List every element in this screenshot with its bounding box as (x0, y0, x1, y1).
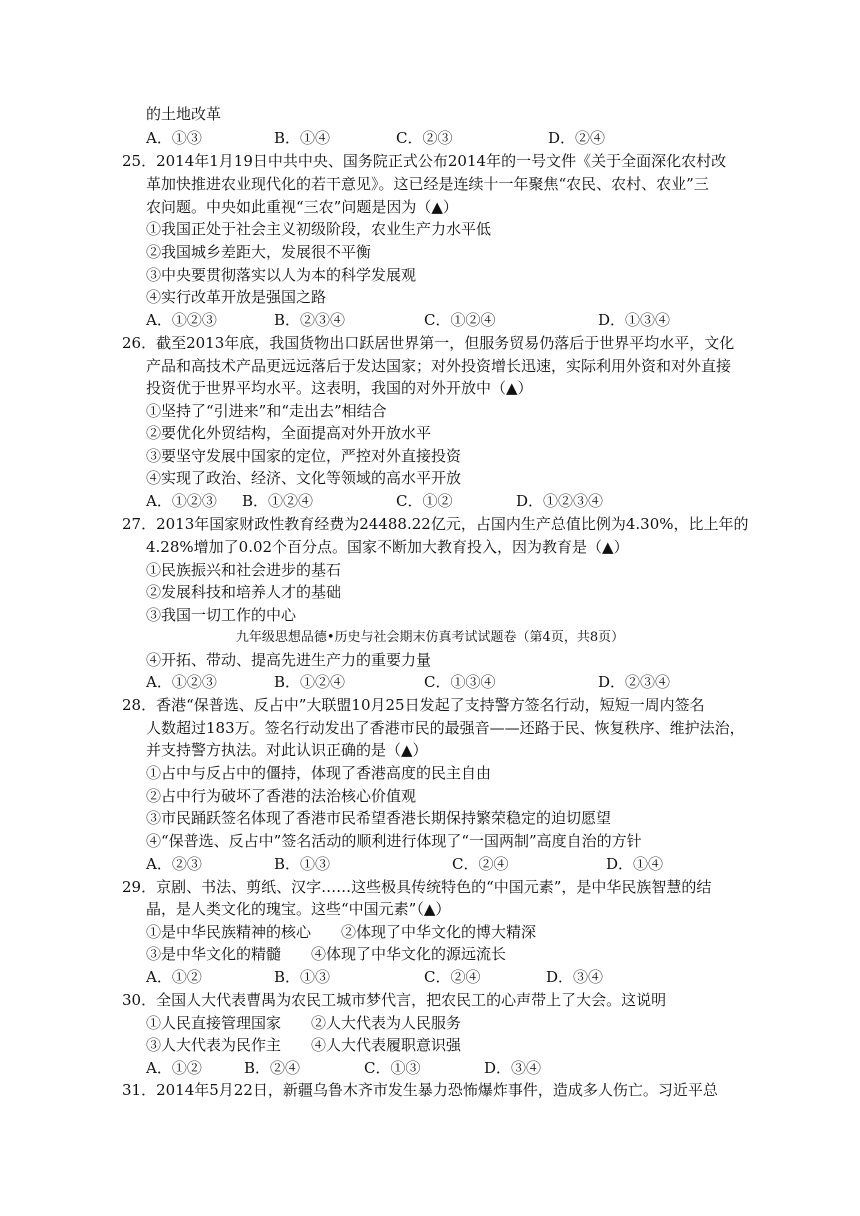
option-a: A．①② (146, 1059, 202, 1077)
statement: ②要优化外贸结构，全面提高对外开放水平 (146, 424, 432, 442)
question-25: 25．2014年1月19日中共中央、国务院正式公布2014年的一号文件《关于全面深化农村改 (122, 152, 727, 170)
answer-options (146, 491, 766, 511)
option-d: D．③④ (546, 968, 604, 986)
statement: ④实现了政治、经济、文化等领域的高水平开放 (146, 469, 462, 487)
text-line: 人数超过183万。签名行动发出了香港市民的最强音——还路于民、恢复秩序、维护法治， (146, 719, 745, 737)
text-line: 革加快推进农业现代化的若干意见》。这已经是连续十一年聚焦“农民、农村、农业”三 (146, 175, 709, 193)
option-c: C．②③ (396, 129, 453, 147)
page-footer: 九年级思想品德•历史与社会期末仿真考试试题卷（第4页，共8页） (235, 630, 625, 645)
answer-options (146, 310, 766, 330)
option-b: B．①④ (274, 129, 331, 147)
statement: ④“保普选、反占中”签名活动的顺利进行体现了“一国两制”高度自治的方针 (146, 832, 642, 850)
option-b: B．①②④ (274, 673, 346, 691)
text-line: 农问题。中央如此重视“三农”问题是因为（▲） (146, 198, 458, 216)
statement: ②占中行为破坏了香港的法治核心价值观 (146, 787, 417, 805)
option-c: C．①② (396, 492, 453, 510)
statement: ①人民直接管理国家 ②人大代表为人民服务 (146, 1014, 462, 1032)
option-d: D．①②③④ (516, 492, 604, 510)
text-line: 并支持警方执法。对此认识正确的是（▲） (146, 741, 428, 759)
statement: ①是中华民族精神的核心 ②体现了中华文化的博大精深 (146, 923, 537, 941)
statement: ③我国一切工作的中心 (146, 606, 297, 624)
text-line: 的土地改革 (146, 105, 222, 123)
option-a: A．①②③ (146, 673, 217, 691)
option-c: C．②④ (424, 968, 481, 986)
option-c: C．①③④ (424, 673, 496, 691)
option-b: B．②③④ (274, 311, 346, 329)
text-line: 晶，是人类文化的瑰宝。这些“中国元素”（▲） (146, 900, 451, 918)
statement: ③人大代表为民作主 ④人大代表履职意识强 (146, 1036, 462, 1054)
statement: ①坚持了“引进来”和“走出去”相结合 (146, 402, 387, 420)
statement: ②我国城乡差距大，发展很不平衡 (146, 243, 372, 261)
text-line: 4.28%增加了0.02个百分点。国家不断加大教育投入，因为教育是（▲） (146, 538, 629, 556)
option-c: C．①③ (364, 1059, 421, 1077)
text-line: 产品和高技术产品更远远落后于发达国家；对外投资增长迅速，实际利用外资和对外直接 (146, 357, 732, 375)
statement: ③中央要贯彻落实以人为本的科学发展观 (146, 266, 417, 284)
option-d: D．③④ (484, 1059, 542, 1077)
question-28: 28．香港“保普选、反占中”大联盟10月25日发起了支持警方签名行动，短短一周内签名 (122, 696, 705, 714)
statement: ①占中与反占中的僵持，体现了香港高度的民主自由 (146, 764, 492, 782)
question-29: 29．京剧、书法、剪纸、汉字……这些极具传统特色的“中国元素”，是中华民族智慧的结 (122, 878, 712, 896)
option-b: B．②④ (244, 1059, 301, 1077)
statement: ③是中华文化的精髓 ④体现了中华文化的源远流长 (146, 945, 507, 963)
answer-options (146, 967, 766, 987)
question-27: 27．2013年国家财政性教育经费为24488.22亿元，占国内生产总值比例为4.30%，比上年的 (122, 515, 749, 533)
question-31: 31．2014年5月22日，新疆乌鲁木齐市发生暴力恐怖爆炸事件，造成多人伤亡。习近平总 (122, 1081, 718, 1099)
option-c: C．①②④ (424, 311, 496, 329)
statement: ④实行改革开放是强国之路 (146, 288, 327, 306)
statement: ②发展科技和培养人才的基础 (146, 583, 342, 601)
option-b: B．①③ (274, 968, 331, 986)
answer-options (146, 128, 766, 148)
option-b: B．①③ (274, 855, 331, 873)
text-line: 投资优于世界平均水平。这表明，我国的对外开放中（▲） (146, 379, 533, 397)
statement: ③要坚守发展中国家的定位，严控对外直接投资 (146, 447, 462, 465)
question-26: 26．截至2013年底，我国货物出口跃居世界第一，但服务贸易仍落后于世界平均水平，文化 (122, 334, 735, 352)
option-d: D．②③④ (598, 673, 671, 691)
option-a: A．①②③ (146, 311, 217, 329)
option-a: A．①③ (146, 129, 202, 147)
option-a: A．①② (146, 968, 202, 986)
option-b: B．①②④ (242, 492, 314, 510)
statement: ③市民踊跃签名体现了香港市民希望香港长期保持繁荣稳定的迫切愿望 (146, 809, 612, 827)
option-d: D．①④ (606, 855, 664, 873)
option-a: A．②③ (146, 855, 202, 873)
option-c: C．②④ (452, 855, 509, 873)
answer-options (146, 854, 766, 874)
option-d: D．②④ (548, 129, 606, 147)
answer-options (146, 672, 766, 692)
statement: ①我国正处于社会主义初级阶段，农业生产力水平低 (146, 220, 492, 238)
statement: ④开拓、带动、提高先进生产力的重要力量 (146, 651, 432, 669)
statement: ①民族振兴和社会进步的基石 (146, 561, 342, 579)
option-d: D．①③④ (598, 311, 671, 329)
option-a: A．①②③ (146, 492, 217, 510)
answer-options (146, 1058, 766, 1078)
question-30: 30．全国人大代表曹禺为农民工城市梦代言，把农民工的心声带上了大会。这说明 (122, 991, 667, 1009)
